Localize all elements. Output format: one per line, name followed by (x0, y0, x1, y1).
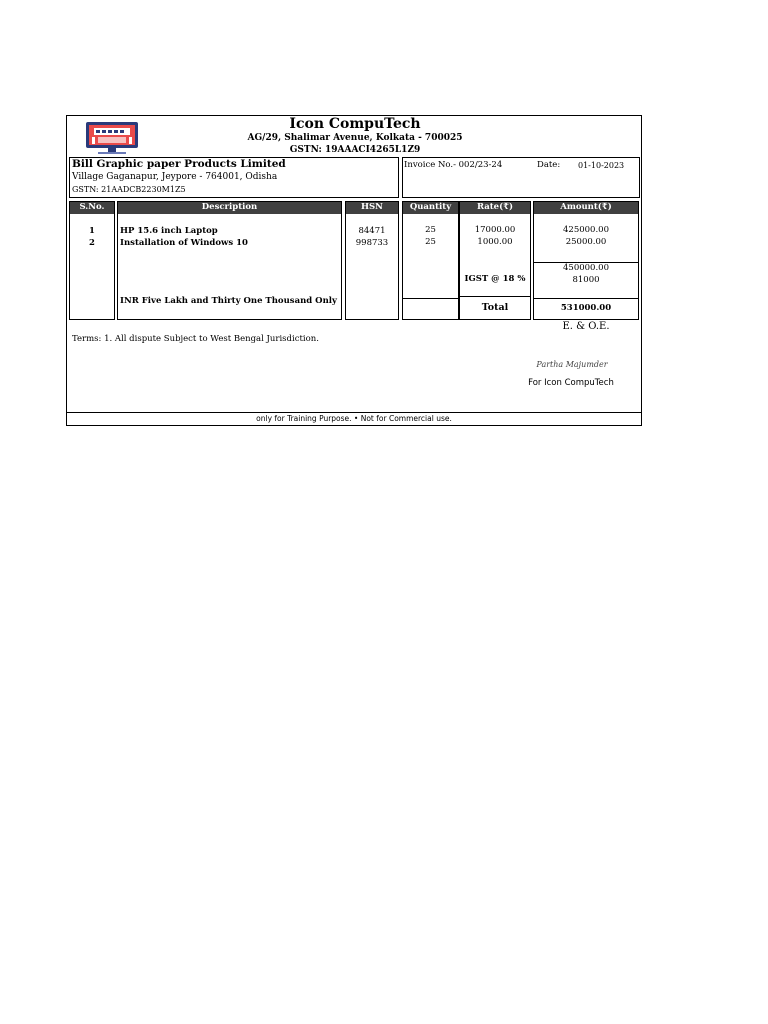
tax-label: IGST @ 18 % (464, 274, 526, 284)
rate-bottom-line (459, 296, 531, 297)
header-description: Description (118, 202, 341, 214)
qty-bottom-line (402, 298, 459, 299)
header-hsn: HSN (346, 202, 398, 214)
tax-amount: 81000 (572, 275, 600, 285)
col-hsn-box (345, 201, 399, 320)
company-gstn: GSTN: 19AAACI4265L1Z9 (289, 145, 421, 155)
company-address: AG/29, Shalimar Avenue, Kolkata - 700025 (247, 133, 463, 143)
total-line (533, 298, 639, 299)
row2-description: Installation of Windows 10 (120, 238, 248, 248)
subtotal-amount: 450000.00 (563, 263, 609, 273)
customer-name: Bill Graphic paper Products Limited (72, 158, 286, 170)
row1-hsn: 84471 (358, 226, 386, 236)
signatory-label: For Icon CompuTech (528, 378, 614, 388)
col-sno-box (69, 201, 115, 320)
header-rate: Rate(₹) (460, 202, 530, 214)
customer-address: Village Gaganapur, Jeypore - 764001, Odisha (72, 172, 278, 182)
row2-qty: 25 (425, 237, 436, 247)
row2-hsn: 998733 (355, 238, 389, 248)
company-name: Icon CompuTech (289, 116, 421, 132)
row2-rate: 1000.00 (477, 237, 513, 247)
header-sno: S.No. (70, 202, 114, 214)
company-logo (80, 120, 144, 156)
footer-divider (66, 412, 642, 413)
row1-sno: 1 (89, 226, 95, 236)
customer-gstn: GSTN: 21AADCB2230M1Z5 (72, 185, 186, 194)
header-amount: Amount(₹) (534, 202, 638, 214)
terms-text: Terms: 1. All dispute Subject to West Bengal Jurisdiction. (72, 334, 319, 344)
col-qty-box (402, 201, 459, 320)
eoe-note: E. & O.E. (562, 321, 610, 332)
invoice-date-label: Date: (537, 160, 561, 170)
total-label: Total (481, 302, 509, 313)
row1-amount: 425000.00 (563, 225, 609, 235)
invoice-number: Invoice No.- 002/23-24 (404, 160, 503, 170)
row2-amount: 25000.00 (565, 237, 607, 247)
amount-in-words: INR Five Lakh and Thirty One Thousand Only (120, 296, 337, 306)
qty-rate-divider (458, 226, 459, 298)
signature: Partha Majumder (536, 360, 608, 369)
row1-qty: 25 (425, 225, 436, 235)
invoice-date-value: 01-10-2023 (578, 161, 625, 170)
header-quantity: Quantity (403, 202, 458, 214)
row1-description: HP 15.6 inch Laptop (120, 226, 218, 236)
row2-sno: 2 (89, 238, 95, 248)
row1-rate: 17000.00 (474, 225, 516, 235)
footer-note: only for Training Purpose. • Not for Commercial use. (256, 414, 452, 423)
total-amount: 531000.00 (560, 303, 612, 313)
